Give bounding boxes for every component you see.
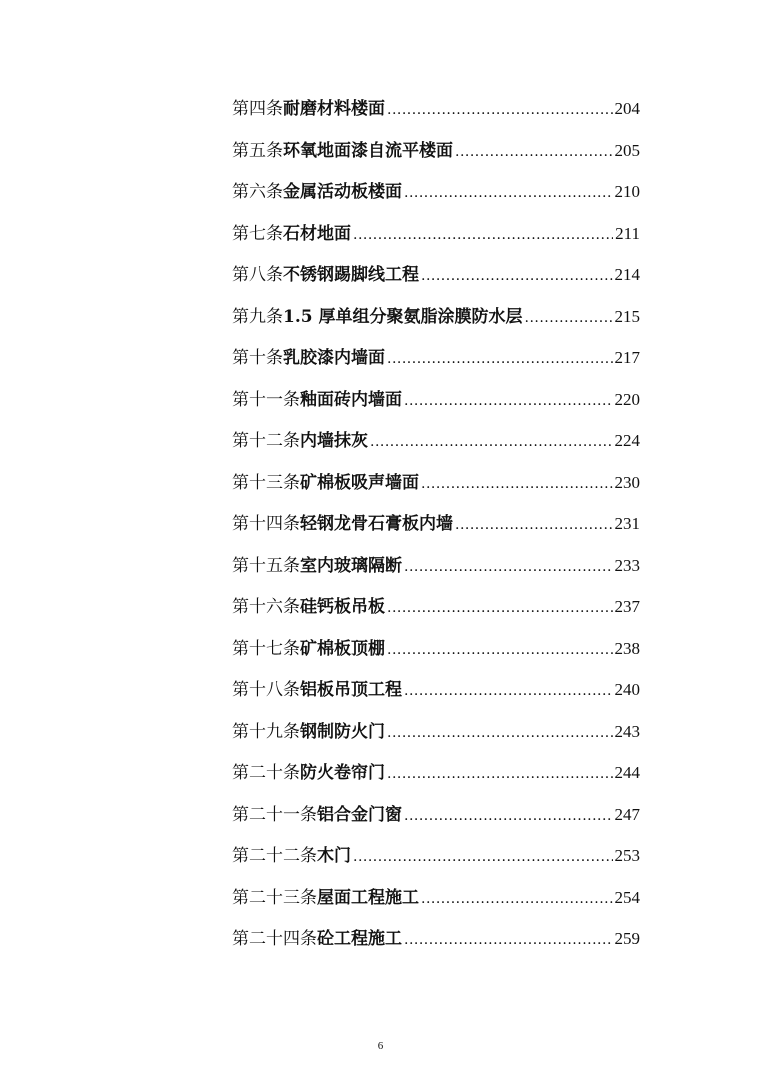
toc-entry-title: 屋面工程施工 <box>317 887 419 908</box>
dot-leader <box>387 635 613 665</box>
dot-leader <box>353 220 613 250</box>
toc-entry-title: 石材地面 <box>283 223 351 244</box>
toc-entry[interactable] <box>232 302 640 344</box>
dot-leader <box>421 884 613 914</box>
toc-entry-number: 第二十三条 <box>232 887 317 908</box>
toc-entry-title: 耐磨材料楼面 <box>283 99 385 119</box>
toc-entry[interactable] <box>232 385 640 427</box>
toc-entry-title: 轻钢龙骨石膏板内墙 <box>300 514 453 534</box>
toc-entry-number: 第十六条 <box>232 597 300 617</box>
toc-entry[interactable] <box>232 924 640 966</box>
toc-entry[interactable] <box>232 177 640 219</box>
table-of-contents <box>232 94 640 966</box>
toc-entry[interactable] <box>232 634 640 676</box>
toc-entry-page: 215 <box>614 306 640 326</box>
toc-entry[interactable] <box>232 219 640 261</box>
toc-entry[interactable] <box>232 800 640 842</box>
toc-entry-number: 第九条 <box>232 306 283 327</box>
dot-leader <box>387 718 613 748</box>
toc-entry-number: 第十五条 <box>232 555 300 576</box>
toc-entry-page: 247 <box>614 804 640 824</box>
toc-entry-page: 231 <box>614 514 640 533</box>
toc-entry-number: 第四条 <box>232 99 283 119</box>
toc-entry-page: 220 <box>614 389 640 409</box>
toc-entry[interactable] <box>232 426 640 468</box>
toc-entry-page: 217 <box>614 348 640 367</box>
dot-leader <box>525 303 613 333</box>
dot-leader <box>387 95 613 125</box>
toc-entry[interactable] <box>232 260 640 302</box>
toc-entry-page: 211 <box>615 223 640 243</box>
toc-entry-page: 210 <box>614 182 640 201</box>
toc-entry[interactable] <box>232 343 640 385</box>
toc-entry-title: 乳胶漆内墙面 <box>283 348 385 368</box>
dot-leader <box>353 842 613 872</box>
toc-entry[interactable] <box>232 136 640 178</box>
toc-entry-number: 第十一条 <box>232 389 300 410</box>
toc-entry-page: 238 <box>614 638 640 658</box>
toc-entry-page: 243 <box>614 721 640 741</box>
toc-entry-page: 237 <box>614 597 640 616</box>
toc-entry[interactable] <box>232 841 640 883</box>
toc-entry-title: 室内玻璃隔断 <box>300 555 402 576</box>
toc-entry-page: 240 <box>614 680 640 699</box>
toc-entry-page: 253 <box>614 846 640 865</box>
dot-leader <box>404 676 613 706</box>
toc-entry[interactable] <box>232 468 640 510</box>
toc-entry-number: 第二十二条 <box>232 846 317 866</box>
toc-entry-title: 铝合金门窗 <box>317 804 402 825</box>
toc-entry-title: 内墙抹灰 <box>300 431 368 451</box>
dot-leader <box>455 137 613 167</box>
toc-entry[interactable] <box>232 883 640 925</box>
dot-leader <box>404 386 613 416</box>
toc-entry[interactable] <box>232 592 640 634</box>
dot-leader <box>404 552 613 582</box>
toc-entry-title: 钢制防火门 <box>300 721 385 742</box>
toc-entry-number: 第十七条 <box>232 638 300 659</box>
dot-leader <box>370 427 613 457</box>
toc-entry[interactable] <box>232 509 640 551</box>
toc-entry-title: 1.5 厚单组分聚氨脂涂膜防水层 <box>283 306 523 327</box>
toc-entry-number: 第二十条 <box>232 763 300 783</box>
toc-entry-page: 244 <box>614 763 640 782</box>
toc-entry-number: 第十九条 <box>232 721 300 742</box>
dot-leader <box>455 510 613 540</box>
toc-entry-page: 259 <box>614 929 640 948</box>
toc-entry-number: 第二十四条 <box>232 929 317 949</box>
dot-leader <box>404 178 613 208</box>
toc-entry-page: 204 <box>614 99 640 118</box>
dot-leader <box>387 759 613 789</box>
dot-leader <box>404 925 613 955</box>
page-number: 6 <box>377 1040 384 1052</box>
toc-entry-number: 第十三条 <box>232 472 300 493</box>
toc-entry-title: 防火卷帘门 <box>300 763 385 783</box>
toc-entry-number: 第二十一条 <box>232 804 317 825</box>
toc-entry-number: 第七条 <box>232 223 283 244</box>
dot-leader <box>421 469 613 499</box>
dot-leader <box>421 261 613 291</box>
dot-leader <box>404 801 613 831</box>
toc-entry-number: 第六条 <box>232 182 283 202</box>
toc-entry[interactable] <box>232 551 640 593</box>
toc-entry-title: 木门 <box>317 846 351 866</box>
toc-entry-number: 第十八条 <box>232 680 300 700</box>
toc-entry-title: 矿棉板顶棚 <box>300 638 385 659</box>
toc-entry-page: 254 <box>614 887 640 907</box>
toc-entry-number: 第十条 <box>232 348 283 368</box>
toc-entry-title: 硅钙板吊板 <box>300 597 385 617</box>
toc-entry-title: 铝板吊顶工程 <box>300 680 402 700</box>
dot-leader <box>387 344 613 374</box>
toc-entry-number: 第十四条 <box>232 514 300 534</box>
toc-entry-title: 砼工程施工 <box>317 929 402 949</box>
toc-entry-number: 第十二条 <box>232 431 300 451</box>
toc-entry[interactable] <box>232 758 640 800</box>
toc-entry-number: 第五条 <box>232 140 283 161</box>
toc-entry[interactable] <box>232 94 640 136</box>
toc-entry[interactable] <box>232 717 640 759</box>
toc-entry-number: 第八条 <box>232 265 283 285</box>
toc-entry-page: 224 <box>614 431 640 450</box>
toc-entry-page: 230 <box>614 472 640 492</box>
toc-entry-title: 环氧地面漆自流平楼面 <box>283 140 453 161</box>
dot-leader <box>387 593 613 623</box>
toc-entry[interactable] <box>232 675 640 717</box>
toc-entry-title: 矿棉板吸声墙面 <box>300 472 419 493</box>
toc-entry-page: 233 <box>614 555 640 575</box>
toc-entry-title: 金属活动板楼面 <box>283 182 402 202</box>
toc-entry-title: 不锈钢踢脚线工程 <box>283 265 419 285</box>
toc-entry-page: 214 <box>614 265 640 284</box>
toc-entry-page: 205 <box>614 140 640 160</box>
toc-entry-title: 釉面砖内墙面 <box>300 389 402 410</box>
